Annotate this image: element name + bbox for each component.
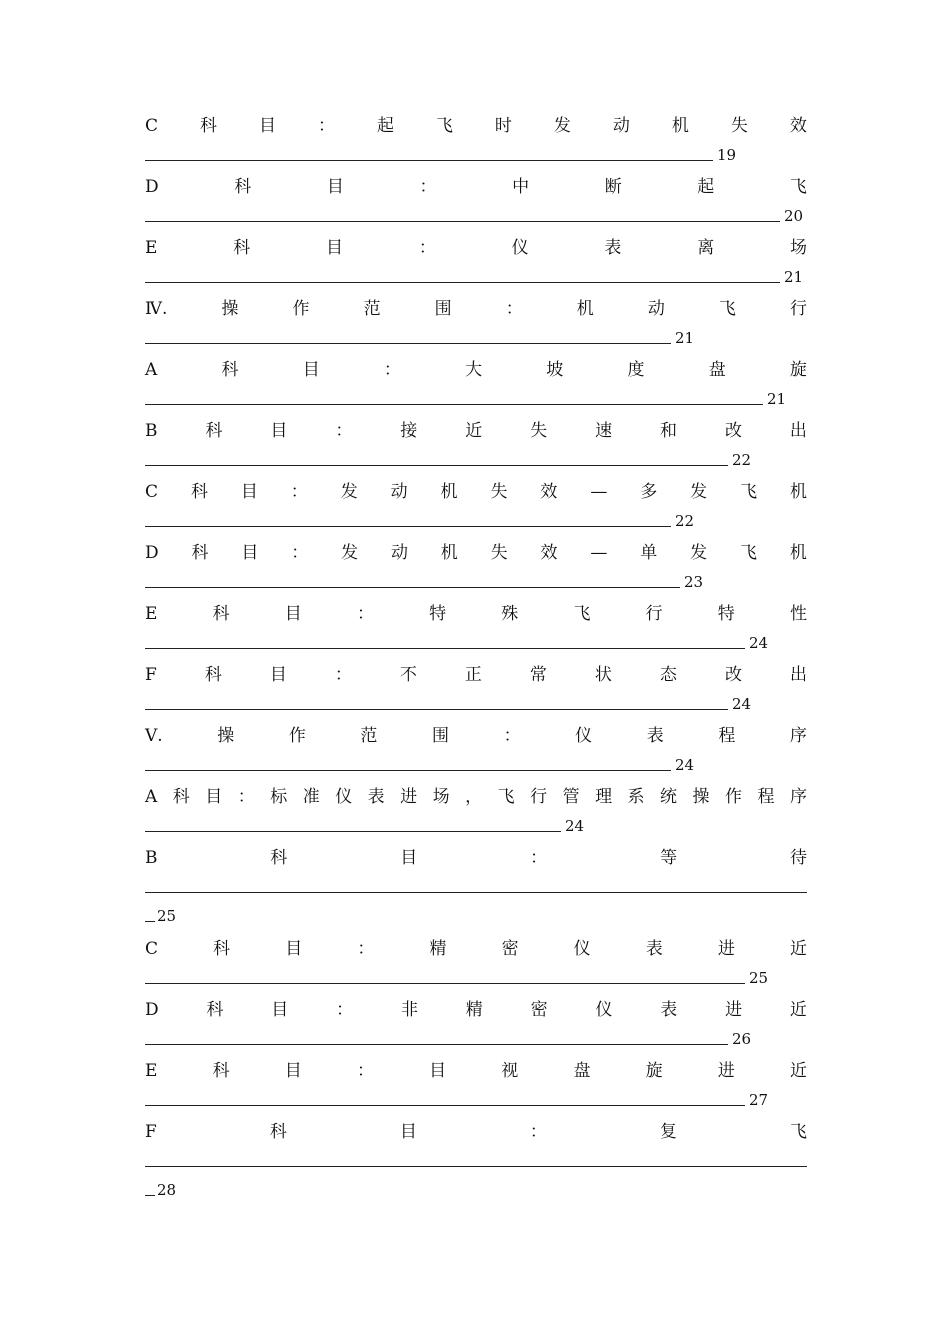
toc-title-char: 行 xyxy=(789,299,807,319)
toc-title-char: 动 xyxy=(390,543,408,563)
toc-page-number: 19 xyxy=(717,146,737,164)
toc-title-char: B xyxy=(145,421,158,441)
toc-title-char: 动 xyxy=(647,299,665,319)
toc-title-char: 进 xyxy=(717,939,735,959)
toc-page-number: 24 xyxy=(732,695,752,713)
toc-title-char: 科 xyxy=(233,238,251,258)
toc-title-char: 多 xyxy=(640,482,658,502)
toc-title-char: 科 xyxy=(221,360,239,380)
toc-page-number: 25 xyxy=(157,907,177,925)
toc-title-char: 仪 xyxy=(575,726,593,746)
toc-title-char: D xyxy=(145,543,159,563)
toc-entry-title xyxy=(145,1057,807,1086)
toc-title-char: D xyxy=(145,1000,159,1020)
toc-page-number: 24 xyxy=(565,817,585,835)
toc-leader-row xyxy=(145,141,807,173)
toc-page-number: 22 xyxy=(732,451,752,469)
toc-title-char: 机 xyxy=(440,543,458,563)
toc-entry-title xyxy=(145,234,807,263)
toc-title-char: 发 xyxy=(553,116,571,136)
toc-title-char: 动 xyxy=(390,482,408,502)
toc-title-char: 科 xyxy=(172,787,190,807)
toc-title-char: F xyxy=(145,665,157,685)
toc-page-number: 20 xyxy=(784,207,804,225)
dot-leader xyxy=(145,1166,807,1167)
toc-title-char: ： xyxy=(530,848,548,868)
toc-entry-title xyxy=(145,356,807,385)
toc-title-char: 视 xyxy=(501,1061,519,1081)
toc-title-char: 程 xyxy=(718,726,736,746)
toc-page-number: 22 xyxy=(675,512,695,530)
toc-title-char: F xyxy=(145,1122,157,1142)
toc-title-char: 目 xyxy=(240,482,258,502)
toc-title-char: 近 xyxy=(789,1061,807,1081)
toc-leader-row xyxy=(145,964,807,996)
toc-title-char: 机 xyxy=(440,482,458,502)
toc-title-char: 目 xyxy=(269,665,287,685)
toc-title-char: 失 xyxy=(730,116,748,136)
toc-title-char: 仪 xyxy=(335,787,353,807)
toc-entry-title xyxy=(145,1118,807,1147)
toc-title-char: 序 xyxy=(789,726,807,746)
toc-title-char: 科 xyxy=(234,177,252,197)
toc-title-char: 围 xyxy=(434,299,452,319)
toc-title-char: 作 xyxy=(288,726,306,746)
toc-title-char: 科 xyxy=(191,543,209,563)
toc-page-number: 28 xyxy=(157,1181,177,1199)
toc-title-char: 飞 xyxy=(435,116,453,136)
toc-title-char: 起 xyxy=(376,116,394,136)
toc-title-char: 待 xyxy=(789,848,807,868)
toc-title-char: 范 xyxy=(360,726,378,746)
toc-entry-title xyxy=(145,539,807,568)
toc-title-char: 科 xyxy=(200,116,217,136)
toc-title-char: 目 xyxy=(284,604,302,624)
toc-title-char: 行 xyxy=(530,787,548,807)
toc-title-char: ： xyxy=(357,939,375,959)
toc-title-char: 殊 xyxy=(501,604,519,624)
toc-leader-row-wrapped xyxy=(145,1179,807,1209)
toc-title-char: 出 xyxy=(789,665,807,685)
toc-title-char: 旋 xyxy=(645,1061,663,1081)
toc-title-char: 科 xyxy=(204,665,222,685)
toc-entry-title xyxy=(145,661,807,690)
toc-title-char: 行 xyxy=(645,604,663,624)
toc-entry[interactable] xyxy=(145,844,807,935)
toc-page-number: 25 xyxy=(749,969,769,987)
toc-title-char: 改 xyxy=(724,421,742,441)
toc-title-char: 目 xyxy=(205,787,223,807)
toc-title-char: 目 xyxy=(258,116,276,136)
toc-title-char: ： xyxy=(317,116,335,136)
toc-title-char: 态 xyxy=(659,665,677,685)
toc-title-char: C xyxy=(145,482,159,502)
toc-title-char: ： xyxy=(503,726,521,746)
toc-title-char: 进 xyxy=(717,1061,735,1081)
toc-title-char: 改 xyxy=(724,665,742,685)
toc-title-char: 效 xyxy=(540,543,558,563)
toc-title-char: 接 xyxy=(400,421,418,441)
toc-title-char: 科 xyxy=(270,848,288,868)
toc-title-char: E xyxy=(145,238,158,258)
toc-title-char: 特 xyxy=(717,604,735,624)
toc-title-char: 不 xyxy=(399,665,417,685)
toc-entry-title xyxy=(145,417,807,446)
toc-title-char: 盘 xyxy=(573,1061,591,1081)
toc-title-char: 科 xyxy=(269,1122,287,1142)
toc-title-char: 飞 xyxy=(573,604,591,624)
toc-leader-row xyxy=(145,1147,807,1179)
dot-leader xyxy=(145,770,671,771)
toc-entry-title xyxy=(145,935,807,964)
toc-title-char: 范 xyxy=(363,299,381,319)
toc-entry[interactable] xyxy=(145,478,807,539)
toc-leader-row xyxy=(145,446,807,478)
toc-title-char: 目 xyxy=(285,939,303,959)
toc-title-char: 飞 xyxy=(497,787,515,807)
dot-leader xyxy=(145,282,780,283)
toc-title-char: 发 xyxy=(340,482,358,502)
toc-leader-row xyxy=(145,263,807,295)
dot-leader xyxy=(145,465,728,466)
toc-title-char: — xyxy=(590,543,608,563)
toc-title-char: 效 xyxy=(540,482,558,502)
toc-title-char: 目 xyxy=(271,1000,289,1020)
toc-title-char: C xyxy=(145,116,159,136)
toc-title-char: 操 xyxy=(217,726,235,746)
toc-title-char: 飞 xyxy=(789,177,807,197)
toc-title-char: 常 xyxy=(529,665,547,685)
toc-title-char: 统 xyxy=(660,787,678,807)
toc-title-char: 时 xyxy=(494,116,512,136)
toc-page-number: 24 xyxy=(749,634,769,652)
toc-title-char: 进 xyxy=(725,1000,743,1020)
toc-entry-title xyxy=(145,722,807,751)
toc-title-char: 密 xyxy=(501,939,519,959)
toc-entry-title xyxy=(145,112,807,141)
toc-entry-title xyxy=(145,173,807,202)
toc-page-number: 21 xyxy=(784,268,804,286)
dot-leader xyxy=(145,404,763,405)
toc-title-char: 仪 xyxy=(511,238,529,258)
toc-title-char: 作 xyxy=(725,787,742,807)
toc-title-char: ： xyxy=(237,787,255,807)
toc-entry[interactable] xyxy=(145,600,807,661)
toc-entry[interactable] xyxy=(145,112,807,173)
toc-title-char: D xyxy=(145,177,159,197)
toc-title-char: 程 xyxy=(757,787,775,807)
toc-title-char: E xyxy=(145,604,158,624)
toc-title-char: 管 xyxy=(562,787,580,807)
toc-leader-row xyxy=(145,873,807,905)
toc-title-char: ： xyxy=(291,543,309,563)
toc-title-char: 发 xyxy=(690,543,708,563)
toc-title-char: 表 xyxy=(604,238,622,258)
dot-leader xyxy=(145,526,671,527)
toc-page-number: 21 xyxy=(767,390,787,408)
toc-title-char: 密 xyxy=(530,1000,548,1020)
toc-entry[interactable] xyxy=(145,722,807,783)
toc-entry-title xyxy=(145,600,807,629)
toc-title-char: 仪 xyxy=(573,939,591,959)
dot-leader xyxy=(145,587,680,588)
toc-title-char: 近 xyxy=(465,421,483,441)
toc-leader-row xyxy=(145,751,807,783)
toc-title-char: 科 xyxy=(205,421,223,441)
toc-entry[interactable] xyxy=(145,783,807,844)
toc-title-char: 目 xyxy=(399,1122,417,1142)
toc-leader-row xyxy=(145,629,807,661)
toc-title-char: 操 xyxy=(221,299,239,319)
toc-title-char: 状 xyxy=(594,665,612,685)
toc-title-char: B xyxy=(145,848,158,868)
toc-entry[interactable] xyxy=(145,1057,807,1118)
toc-title-char: 断 xyxy=(604,177,622,197)
table-of-contents xyxy=(145,112,807,1209)
toc-title-char: 机 xyxy=(671,116,689,136)
toc-title-char: ： xyxy=(290,482,308,502)
toc-title-char: 飞 xyxy=(740,482,758,502)
toc-page-number: 21 xyxy=(675,329,695,347)
toc-title-char: 近 xyxy=(789,1000,807,1020)
toc-leader-row xyxy=(145,507,807,539)
toc-entry[interactable] xyxy=(145,356,807,417)
toc-title-char: ： xyxy=(419,177,437,197)
toc-title-char: 目 xyxy=(241,543,259,563)
toc-title-char: 进 xyxy=(400,787,418,807)
toc-title-char: 系 xyxy=(627,787,645,807)
toc-leader-row xyxy=(145,202,807,234)
toc-leader-row xyxy=(145,324,807,356)
toc-title-char: 精 xyxy=(465,1000,483,1020)
toc-title-char: 速 xyxy=(595,421,613,441)
toc-title-char: 效 xyxy=(789,116,807,136)
toc-title-char: ： xyxy=(356,604,374,624)
toc-entry[interactable] xyxy=(145,935,807,996)
toc-entry[interactable] xyxy=(145,539,807,600)
toc-title-char: 坡 xyxy=(546,360,564,380)
toc-page-number: 24 xyxy=(675,756,695,774)
dot-leader xyxy=(145,343,671,344)
toc-title-char: ： xyxy=(356,1061,374,1081)
toc-page-number: 26 xyxy=(732,1030,752,1048)
toc-entry[interactable] xyxy=(145,234,807,295)
dot-leader xyxy=(145,1044,728,1045)
toc-title-char: 场 xyxy=(432,787,450,807)
toc-title-char: 机 xyxy=(576,299,594,319)
toc-leader-row xyxy=(145,1086,807,1118)
toc-entry-title xyxy=(145,478,807,507)
toc-title-char: 度 xyxy=(627,360,645,380)
toc-entry[interactable] xyxy=(145,417,807,478)
toc-entry-title xyxy=(145,295,807,324)
toc-title-char: Ⅳ. xyxy=(145,299,168,319)
toc-title-char: 目 xyxy=(270,421,288,441)
toc-title-char: Ⅴ. xyxy=(145,726,163,746)
toc-title-char: 科 xyxy=(212,604,230,624)
toc-title-char: 标 xyxy=(270,787,288,807)
toc-entry[interactable] xyxy=(145,173,807,234)
dot-leader xyxy=(145,221,780,222)
toc-leader-row xyxy=(145,812,807,844)
toc-title-char: 失 xyxy=(490,543,508,563)
toc-title-char: 特 xyxy=(429,604,447,624)
toc-title-char: 目 xyxy=(326,238,344,258)
toc-title-char: 表 xyxy=(646,726,664,746)
toc-title-char: 目 xyxy=(284,1061,302,1081)
toc-title-char: 机 xyxy=(789,543,807,563)
toc-title-char: 表 xyxy=(367,787,385,807)
toc-title-char: 操 xyxy=(692,787,710,807)
toc-leader-row xyxy=(145,1025,807,1057)
toc-title-char: — xyxy=(590,482,608,502)
toc-title-char: 序 xyxy=(789,787,807,807)
toc-entry-title xyxy=(145,844,807,873)
toc-title-char: ： xyxy=(336,1000,354,1020)
toc-title-char: 飞 xyxy=(718,299,736,319)
toc-leader-row xyxy=(145,568,807,600)
toc-title-char: A xyxy=(145,787,158,807)
toc-title-char: 科 xyxy=(213,939,231,959)
toc-title-char: 中 xyxy=(512,177,530,197)
toc-title-char: 目 xyxy=(302,360,320,380)
toc-entry-title xyxy=(145,996,807,1025)
toc-title-char: ： xyxy=(383,360,401,380)
toc-title-char: 场 xyxy=(790,238,807,258)
toc-title-char: 失 xyxy=(490,482,508,502)
toc-title-char: 出 xyxy=(789,421,807,441)
toc-title-char: ： xyxy=(529,1122,547,1142)
toc-title-char: C xyxy=(145,939,159,959)
dot-leader xyxy=(145,1195,155,1196)
toc-title-char: 作 xyxy=(292,299,310,319)
toc-title-char: 失 xyxy=(530,421,548,441)
toc-title-char: 飞 xyxy=(789,1122,807,1142)
dot-leader xyxy=(145,160,713,161)
toc-title-char: 发 xyxy=(690,482,708,502)
toc-title-char: 正 xyxy=(464,665,482,685)
toc-title-char: ， xyxy=(465,787,483,807)
toc-title-char: 精 xyxy=(429,939,447,959)
toc-entry[interactable] xyxy=(145,295,807,356)
dot-leader xyxy=(145,709,728,710)
toc-entry[interactable] xyxy=(145,996,807,1057)
dot-leader xyxy=(145,648,745,649)
toc-title-char: 理 xyxy=(595,787,613,807)
toc-title-char: 目 xyxy=(429,1061,447,1081)
toc-entry-title xyxy=(145,783,807,812)
toc-title-char: 科 xyxy=(212,1061,230,1081)
toc-title-char: 离 xyxy=(697,238,715,258)
toc-title-char: 性 xyxy=(789,604,807,624)
toc-title-char: 和 xyxy=(660,421,677,441)
toc-title-char: 围 xyxy=(432,726,449,746)
toc-title-char: 飞 xyxy=(739,543,757,563)
toc-title-char: 大 xyxy=(465,360,483,380)
toc-title-char: 近 xyxy=(790,939,807,959)
toc-title-char: ： xyxy=(418,238,436,258)
toc-leader-row-wrapped xyxy=(145,905,807,935)
dot-leader xyxy=(145,921,155,922)
dot-leader xyxy=(145,892,807,893)
toc-entry[interactable] xyxy=(145,661,807,722)
toc-title-char: 表 xyxy=(660,1000,678,1020)
toc-entry[interactable] xyxy=(145,1118,807,1209)
toc-title-char: A xyxy=(145,360,158,380)
toc-title-char: 目 xyxy=(326,177,344,197)
toc-title-char: 起 xyxy=(697,177,715,197)
dot-leader xyxy=(145,983,745,984)
dot-leader xyxy=(145,1105,745,1106)
toc-title-char: 动 xyxy=(612,116,630,136)
toc-title-char: 复 xyxy=(659,1122,677,1142)
toc-title-char: 科 xyxy=(206,1000,224,1020)
toc-title-char: 仪 xyxy=(595,1000,613,1020)
toc-title-char: 机 xyxy=(790,482,807,502)
dot-leader xyxy=(145,831,561,832)
toc-title-char: 单 xyxy=(640,543,658,563)
toc-title-char: 旋 xyxy=(789,360,807,380)
toc-leader-row xyxy=(145,690,807,722)
toc-title-char: 等 xyxy=(660,848,678,868)
toc-leader-row xyxy=(145,385,807,417)
toc-title-char: ： xyxy=(334,665,352,685)
toc-title-char: ： xyxy=(505,299,523,319)
toc-page-number: 27 xyxy=(749,1091,769,1109)
toc-title-char: E xyxy=(145,1061,158,1081)
toc-title-char: 准 xyxy=(302,787,320,807)
toc-page-number: 23 xyxy=(684,573,704,591)
toc-title-char: ： xyxy=(335,421,353,441)
toc-title-char: 发 xyxy=(341,543,359,563)
toc-title-char: 表 xyxy=(645,939,663,959)
toc-title-char: 盘 xyxy=(708,360,726,380)
toc-title-char: 科 xyxy=(190,482,208,502)
toc-title-char: 目 xyxy=(400,848,418,868)
toc-title-char: 非 xyxy=(400,1000,418,1020)
